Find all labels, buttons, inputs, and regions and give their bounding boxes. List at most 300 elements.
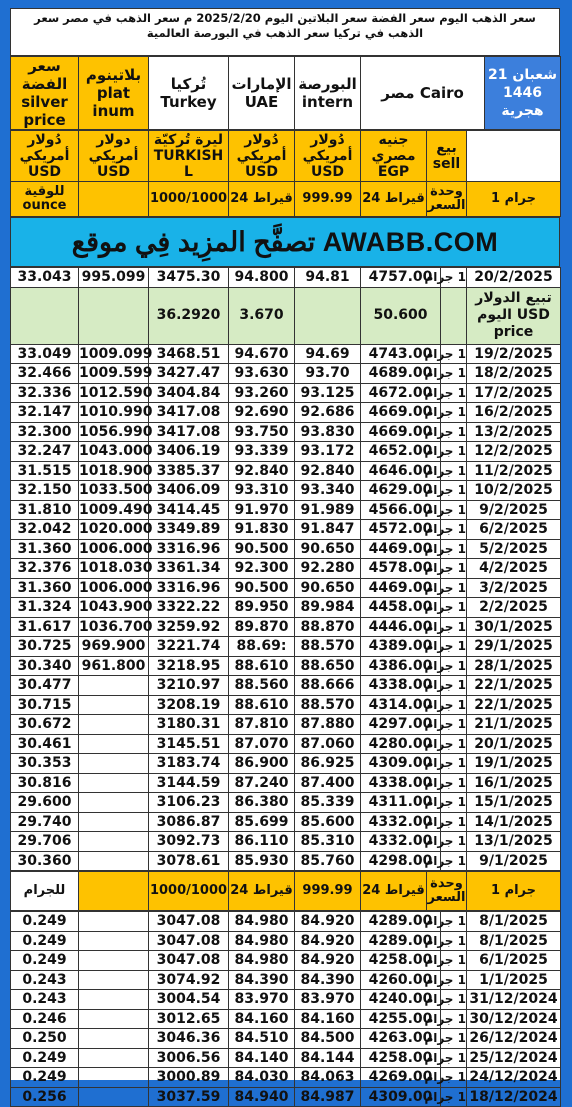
turkey-cell: 3047.08 [149,912,229,932]
table-row [11,481,561,501]
table-row [11,403,561,423]
unit-cell: 1 جرام [441,912,467,932]
pure-unit-2: 999.99 [295,872,361,911]
cairo-cell: 4332.00 [361,832,441,852]
website-banner: تصفَّح المزِيد فِي موقع AWABB.COM [10,217,560,267]
intern-cell: 84.920 [295,912,361,932]
unit-cell: 1 جرام [441,1087,467,1107]
silver-cell: 31.360 [11,578,79,598]
platinum-cell: 1043.900 [79,599,153,616]
uae-cell: 92.840 [229,461,295,481]
pure-unit: 999.99 [295,182,361,217]
turkey-cell: 3047.08 [149,951,229,971]
intern-cell: 88.666 [295,676,361,696]
date-cell: 8/1/2025 [467,931,561,951]
platinum-cell [79,812,149,832]
uae-cell: 89.870 [229,617,295,637]
platinum-cell: 1010.990 [79,404,153,421]
karat-unit-2b: 24 قيراط [229,872,295,911]
uae-cell: 85.930 [229,851,295,871]
silver-cell: 0.243 [11,970,79,990]
cairo-cell: 4289.00 [361,931,441,951]
price-sheet [10,8,560,1105]
usd-blank-platinum [79,287,149,344]
silver-cell: 0.256 [11,1087,79,1107]
unit-cell: 1 جرام [441,1048,467,1068]
turkey-cell: 3047.08 [149,931,229,951]
cairo-cell: 4309.00 [361,1087,441,1107]
date-cell: 22/1/2025 [467,676,561,696]
cairo-cell: 4269.00 [361,1068,441,1088]
intern-cell: 84.500 [295,1029,361,1049]
cairo-cell: 4446.00 [361,617,441,637]
unit-cell: 1 جرام [441,1029,467,1049]
turkey-cell: 3074.92 [149,970,229,990]
turkey-cell: 3259.92 [149,617,229,637]
platinum-cell: 961.800 [79,656,149,676]
platinum-cell [79,676,149,696]
silver-cell: 30.340 [11,656,79,676]
turkey-cell: 3145.51 [149,734,229,754]
cairo-cell: 4314.00 [361,695,441,715]
date-cell: 8/1/2025 [467,912,561,932]
date-cell: 24/12/2024 [467,1068,561,1088]
unit-cell: 1 جرام [441,990,467,1010]
intern-cell: 94.69 [295,344,361,364]
cairo-cell: 4743.00 [361,344,441,364]
platinum-cell [79,851,149,871]
usd-blank-silver [11,287,79,344]
uae-cell: 87.810 [229,715,295,735]
date-cell: 18/12/2024 [467,1087,561,1107]
date-cell: 14/1/2025 [467,812,561,832]
silver-cell: 32.466 [11,364,79,384]
turkey-cell: 3221.74 [149,637,229,657]
turkey-cell: 3404.84 [149,383,229,403]
uae-cell: 92.690 [229,403,295,423]
date-cell: 9/2/2025 [467,500,561,520]
unit-cell: 1 جرام [441,1068,467,1088]
table-row [11,754,561,774]
silver-cell: 29.740 [11,812,79,832]
gram-unit: 1 جرام [467,182,561,217]
platinum-cell [79,931,149,951]
turkey-cell: 3183.74 [149,754,229,774]
table-row [11,1068,561,1088]
silver-cell: 32.247 [11,442,79,462]
turkey-cell: 3037.59 [149,1087,229,1107]
silver-cell: 31.617 [11,617,79,637]
date-cell: 6/1/2025 [467,951,561,971]
intern-cell: 91.989 [295,500,361,520]
unit-cell: 1 جرام [441,559,467,579]
table-row [11,383,561,403]
intern-cell: 92.840 [295,461,361,481]
silver-cell: 30.715 [11,695,79,715]
cairo-cell: 4669.00 [361,422,441,442]
uae-cell: 84.940 [229,1087,295,1107]
intern-cell: 83.970 [295,990,361,1010]
date-cell: 18/2/2025 [467,364,561,384]
uae-cell: 88.560 [229,676,295,696]
unit-cell: 1 جرام [441,773,467,793]
prices-table-top [10,267,561,871]
silver-currency: دُولار أمريكي USD [11,131,79,182]
platinum-cell [79,970,149,990]
cairo-cell: 4332.00 [361,812,441,832]
cairo-cell: 4669.00 [361,403,441,423]
cairo-cell: 4298.00 [361,851,441,871]
platinum-cell [79,773,149,793]
usd-turkey-rate: 36.2920 [149,287,229,344]
turkey-cell: 3406.19 [149,442,229,462]
date-cell: 29/1/2025 [467,637,561,657]
ratio-unit-2: 1000/1000 [149,872,229,911]
turkey-cell: 3208.19 [149,695,229,715]
unit-cell: 1 جرام [441,832,467,852]
uae-cell: 92.300 [229,559,295,579]
blank-cell [467,131,561,182]
uae-cell: 91.970 [229,500,295,520]
cairo-cell: 4297.00 [361,715,441,735]
silver-cell: 31.324 [11,598,79,618]
uae-cell: 90.500 [229,578,295,598]
intern-cell: 93.70 [295,364,361,384]
date-cell: 30/12/2024 [467,1009,561,1029]
intern-cell: 92.280 [295,559,361,579]
table-row [11,559,561,579]
silver-cell: 0.249 [11,931,79,951]
table-row [11,773,561,793]
silver-cell: 32.300 [11,422,79,442]
table-row [11,832,561,852]
uae-cell: 84.160 [229,1009,295,1029]
date-cell: 6/2/2025 [467,520,561,540]
table-row [11,1048,561,1068]
unit-cell: 1 جرام [441,951,467,971]
platinum-cell [79,1048,149,1068]
intern-cell: 85.339 [295,793,361,813]
unit-cell: 1 جرام [441,1009,467,1029]
cairo-cell: 4629.00 [361,481,441,501]
platinum-cell [79,754,149,774]
platinum-cell: 1018.030 [79,560,153,577]
price-unit-label: وحدة السعر [427,182,467,217]
silver-cell: 32.376 [11,559,79,579]
cairo-cell: 4338.00 [361,773,441,793]
table-row [11,617,561,637]
uae-cell: 88.610 [229,695,295,715]
intern-cell: 89.984 [295,598,361,618]
cairo-cell: 4572.00 [361,520,441,540]
table-row [11,364,561,384]
uae-cell: 84.140 [229,1048,295,1068]
cairo-cell: 4289.00 [361,912,441,932]
usd-blank-intern [295,287,361,344]
cairo-cell: 4263.00 [361,1029,441,1049]
turkey-cell: 3092.73 [149,832,229,852]
uae-cell: 84.980 [229,912,295,932]
header-table [10,56,561,130]
table-row [11,500,561,520]
turkey-cell: 3144.59 [149,773,229,793]
uae-cell: 86.110 [229,832,295,852]
usd-price-label: تبيع الدولار اليوم USD price [467,287,561,344]
columns-table [10,130,561,217]
turkey-cell: 3210.97 [149,676,229,696]
silver-cell: 0.249 [11,951,79,971]
date-cell: 21/1/2025 [467,715,561,735]
silver-cell: 33.043 [11,268,79,288]
gram-unit-2: 1 جرام [467,872,561,911]
platinum-cell [79,1029,149,1049]
uae-cell: 84.510 [229,1029,295,1049]
intern-cell: 84.390 [295,970,361,990]
turkey-cell: 3006.56 [149,1048,229,1068]
unit-cell: 1 جرام [441,754,467,774]
unit-cell: 1 جرام [441,793,467,813]
table-row [11,970,561,990]
turkey-cell: 3316.96 [149,578,229,598]
uae-header: الإمارات UAE [229,57,295,130]
usd-uae-rate: 3.670 [229,287,295,344]
sell-currency: بيع sell [427,131,467,182]
platinum-cell [79,990,149,1010]
date-cell: 26/12/2024 [467,1029,561,1049]
silver-cell: 30.816 [11,773,79,793]
intern-cell: 90.650 [295,578,361,598]
table-row [11,422,561,442]
silver-cell: 33.049 [11,344,79,364]
platinum-cell: 995.099 [79,268,149,288]
table-row [11,951,561,971]
karat-unit-a: 24 قيراط [361,182,427,217]
platinum-cell: 1043.000 [79,443,153,460]
table-row [11,695,561,715]
platinum-cell: 1009.599 [79,365,153,382]
platinum-cell: 1033.500 [79,482,153,499]
uae-cell: 93.260 [229,383,295,403]
uae-currency: دُولار أمريكي USD [229,131,295,182]
silver-cell: 30.353 [11,754,79,774]
date-cell: 25/12/2024 [467,1048,561,1068]
silver-cell: 30.360 [11,851,79,871]
platinum-cell [79,1068,149,1088]
unit-cell: 1 جرام [441,403,467,423]
platinum-cell: 1009.490 [79,501,153,518]
turkey-cell: 3349.89 [149,520,229,540]
uae-cell: 84.030 [229,1068,295,1088]
usd-egp-rate: 50.600 [361,287,441,344]
cairo-cell: 4469.00 [361,578,441,598]
turkey-cell: 3417.08 [149,403,229,423]
ratio-unit: 1000/1000 [149,182,229,217]
intern-cell: 84.920 [295,951,361,971]
table-row [11,598,561,618]
egp-currency: جنيه مصري EGP [361,131,427,182]
silver-cell: 30.725 [11,637,79,657]
unit-cell: 1 جرام [441,578,467,598]
turkey-cell: 3218.95 [149,656,229,676]
uae-cell: 84.980 [229,951,295,971]
turkey-currency: ليرة تُركيّة TURKISH L [149,131,229,182]
gram-silver-unit: للجرام [11,872,79,911]
platinum-unit-2 [79,872,149,911]
date-cell: 28/1/2025 [467,656,561,676]
cairo-cell: 4280.00 [361,734,441,754]
table-row [11,931,561,951]
unit-cell: 1 جرام [441,598,467,618]
turkey-cell: 3385.37 [149,461,229,481]
cairo-cell: 4458.00 [361,598,441,618]
silver-cell: 31.515 [11,461,79,481]
platinum-currency: دولار أمريكي USD [79,131,149,182]
platinum-cell [79,695,149,715]
unit-cell: 1 جرام [441,461,467,481]
turkey-cell: 3322.22 [149,598,229,618]
cairo-cell: 4646.00 [361,461,441,481]
intern-cell: 87.060 [295,734,361,754]
unit-cell: 1 جرام [441,637,467,657]
unit-cell: 1 جرام [441,500,467,520]
table-row [11,578,561,598]
turkey-cell: 3180.31 [149,715,229,735]
silver-cell: 31.810 [11,500,79,520]
uae-cell: 91.830 [229,520,295,540]
unit-cell: 1 جرام [441,481,467,501]
turkey-cell: 3012.65 [149,1009,229,1029]
date-cell: 17/2/2025 [467,383,561,403]
date-cell: 1/1/2025 [467,970,561,990]
uae-cell: 93.750 [229,422,295,442]
table-row [11,344,561,364]
silver-cell: 30.461 [11,734,79,754]
date-cell: 11/2/2025 [467,461,561,481]
date-cell: 22/1/2025 [467,695,561,715]
platinum-cell [79,832,149,852]
intern-cell: 87.880 [295,715,361,735]
date-cell: 4/2/2025 [467,559,561,579]
date-cell: 3/2/2025 [467,578,561,598]
turkey-cell: 3316.96 [149,539,229,559]
turkey-cell: 3427.47 [149,364,229,384]
intern-cell: 92.686 [295,403,361,423]
platinum-cell: 1036.700 [79,618,153,635]
cairo-cell: 4255.00 [361,1009,441,1029]
unit-cell: 1 جرام [441,383,467,403]
unit-cell: 1 جرام [441,656,467,676]
date-cell: 19/2/2025 [467,344,561,364]
unit-cell: 1 جرام [441,676,467,696]
platinum-cell: 1056.990 [79,423,153,440]
turkey-cell: 3414.45 [149,500,229,520]
platinum-cell: 1012.590 [79,384,153,401]
turkey-cell: 3475.30 [149,268,229,288]
intern-cell: 84.063 [295,1068,361,1088]
turkey-header: تُركيا Turkey [149,57,229,130]
cairo-cell: 4469.00 [361,539,441,559]
silver-cell: 0.249 [11,912,79,932]
intern-cell: 88.870 [295,617,361,637]
date-cell: 19/1/2025 [467,754,561,774]
cairo-cell: 4652.00 [361,442,441,462]
uae-cell: 85.699 [229,812,295,832]
table-row [11,990,561,1010]
silver-cell: 32.042 [11,520,79,540]
unit-cell: 1 جرام [441,715,467,735]
platinum-cell: 1006.000 [79,579,153,596]
turkey-cell: 3078.61 [149,851,229,871]
silver-cell: 29.600 [11,793,79,813]
intern-cell: 93.172 [295,442,361,462]
prices-table-bottom [10,911,561,1107]
unit-cell: 1 جرام [441,422,467,442]
usd-blank-unit [441,287,467,344]
cairo-cell: 4338.00 [361,676,441,696]
platinum-cell [79,1087,149,1107]
date-cell: 20/1/2025 [467,734,561,754]
silver-cell: 0.249 [11,1068,79,1088]
cairo-cell: 4566.00 [361,500,441,520]
intern-cell: 88.570 [295,695,361,715]
table-row [11,1009,561,1029]
cairo-cell: 4386.00 [361,656,441,676]
silver-cell: 0.250 [11,1029,79,1049]
date-cell: 16/1/2025 [467,773,561,793]
uae-cell: 90.500 [229,539,295,559]
date-cell: 16/2/2025 [467,403,561,423]
uae-cell: 93.630 [229,364,295,384]
table-row [11,715,561,735]
ounce-unit: للوقية ounce [11,182,79,217]
cairo-cell: 4260.00 [361,970,441,990]
intern-cell: 88.650 [295,656,361,676]
turkey-cell: 3004.54 [149,990,229,1010]
intern-cell: 94.81 [295,268,361,288]
intern-currency: دُولار أمريكي USD [295,131,361,182]
karat-unit-b: 24 قيراط [229,182,295,217]
silver-cell: 31.360 [11,539,79,559]
unit-cell: 1 جرام [441,364,467,384]
cairo-cell: 4240.00 [361,990,441,1010]
intern-cell: 93.125 [295,383,361,403]
intern-cell: 84.920 [295,931,361,951]
cairo-cell: 4258.00 [361,1048,441,1068]
cairo-cell: 4309.00 [361,754,441,774]
platinum-cell [79,734,149,754]
table-row [11,851,561,871]
intern-cell: 90.650 [295,539,361,559]
uae-cell: 87.070 [229,734,295,754]
date-cell: 31/12/2024 [467,990,561,1010]
table-row [11,539,561,559]
date-cell: 12/2/2025 [467,442,561,462]
uae-cell: 84.980 [229,931,295,951]
platinum-cell [79,951,149,971]
platinum-cell: 1018.900 [79,462,153,479]
cairo-cell: 4258.00 [361,951,441,971]
uae-cell: 84.390 [229,970,295,990]
intern-cell: 85.760 [295,851,361,871]
cairo-cell: 4757.00 [361,268,441,288]
silver-cell: 0.246 [11,1009,79,1029]
uae-cell: 89.950 [229,598,295,618]
unit-header-2 [10,871,561,911]
uae-cell: 83.970 [229,990,295,1010]
table-row [11,912,561,932]
intern-cell: 91.847 [295,520,361,540]
turkey-cell: 3468.51 [149,344,229,364]
